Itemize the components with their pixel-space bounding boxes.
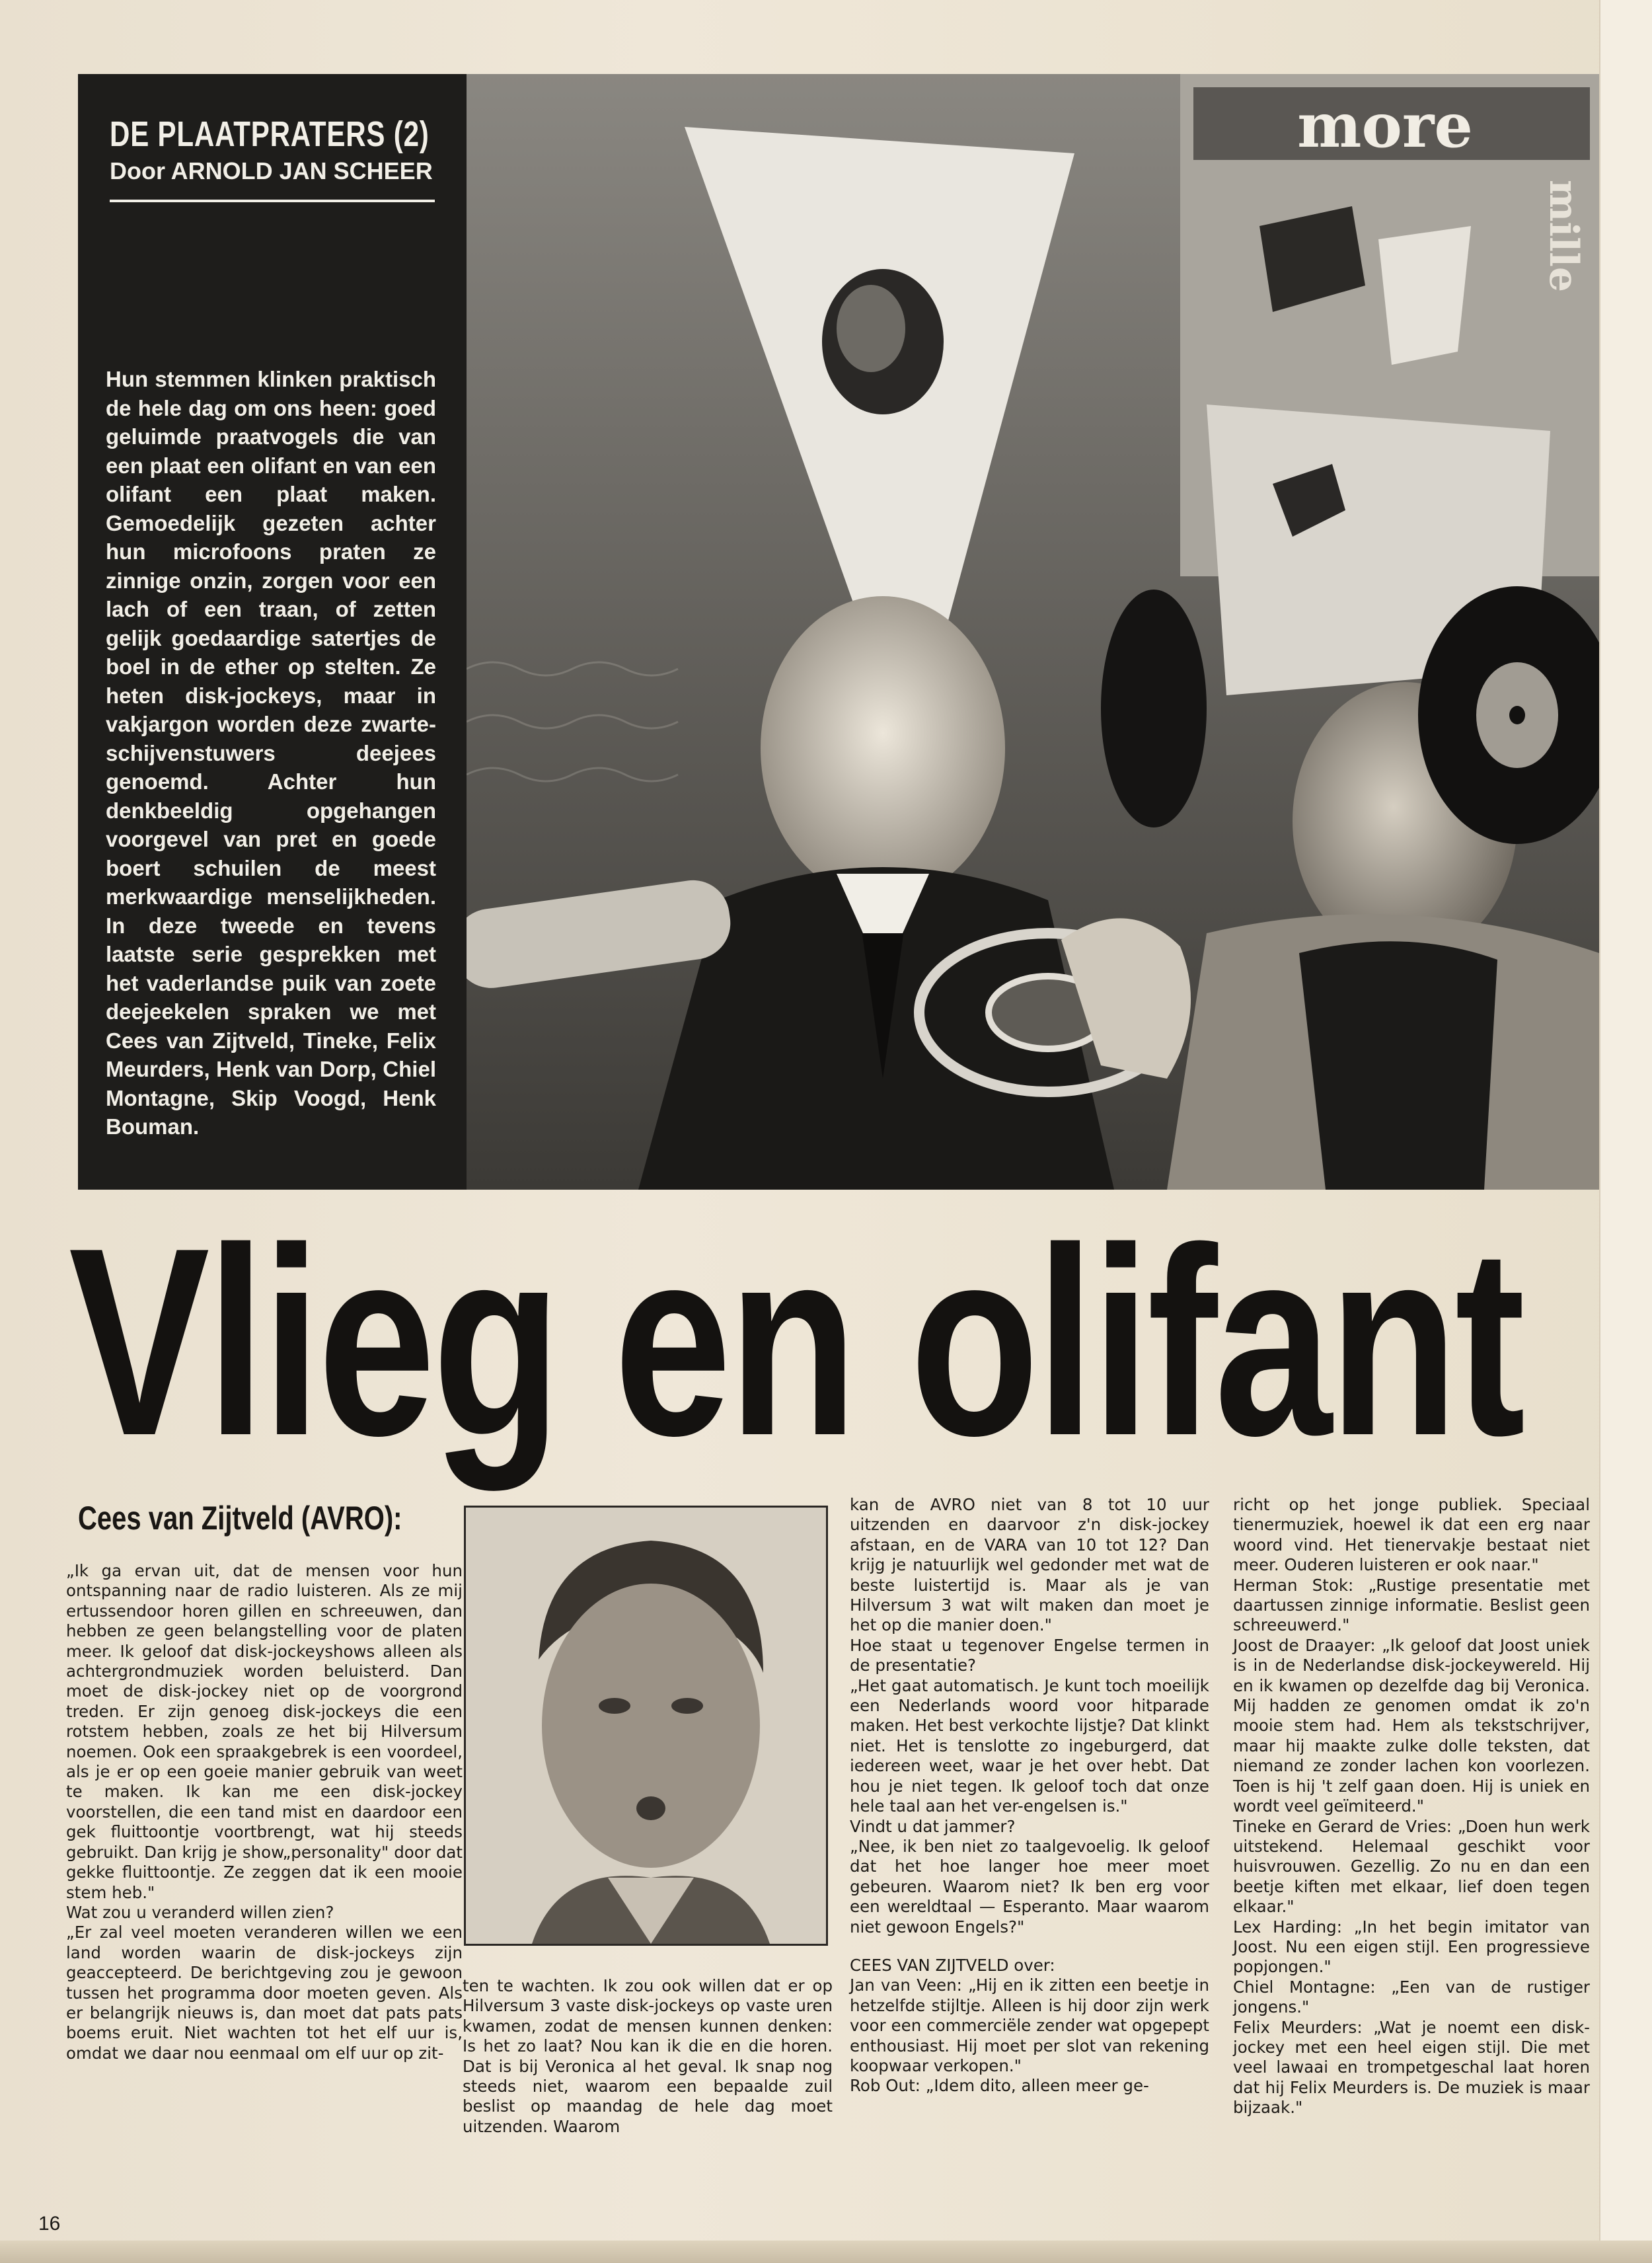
series-title: DE PLAATPRATERS (2) [110, 114, 430, 154]
paragraph: Felix Meurders: „Wat je noemt een disk-jockey met een heel eigen stijl. Die met veel lawaai en trompetgeschal laat horen dat hij Felix Meurders is. De muziek is maar bijzaak." [1233, 2017, 1590, 2118]
poster-text-side: mille [1540, 180, 1587, 293]
paragraph: richt op het jonge publiek. Speciaal tienermuziek, hoewel ik dat een erg naar woord vind. Het tienervakje bestaat niet meer. Ouderen luisteren er ook naar." [1233, 1495, 1590, 1575]
portrait-illustration [466, 1508, 826, 1944]
title-rule [110, 200, 435, 202]
article-column-2 [463, 1976, 833, 2137]
interview-subhead: Cees van Zijtveld (AVRO): [78, 1500, 402, 1537]
paragraph: Joost de Draayer: „Ik geloof dat Joost uniek is in de Nederlandse disk-jockeywereld. Hij en ik kwamen op dezelfde dag bij Veronica. Mij hadden ze genomen omdat ik zo'n mooie stem had. Hem als tekstschrijver, maar hij maakte zulke dolle teksten, dat niemand ze zonder lachen kon voorlezen. Toen is hij 't zelf gaan doen. Hij is uniek en wordt veel geïmiteerd." [1233, 1635, 1590, 1816]
photo-illustration [467, 74, 1599, 1190]
paragraph: Rob Out: „Idem dito, alleen meer ge- [850, 2076, 1149, 2096]
article-column-4 [1233, 1495, 1590, 2118]
paragraph: Chiel Montagne: „Een van de rustiger jongens." [1233, 1977, 1590, 2017]
byline: Door ARNOLD JAN SCHEER [110, 157, 433, 184]
page-bottom-edge [0, 2241, 1652, 2263]
intro-text: Hun stemmen klinken praktisch de hele dag om ons heen: goed geluimde praatvogels die van een plaat een olifant en van een olifant een plaat maken. Gemoedelijk gezeten achter hun microfoons praten ze zinnige onzin, zorgen voor een lach of een traan, of zetten gelijk goedaardige satertjes de boel in de ether op stelten. Ze heten disk-jockeys, maar in vakjargon worden deze zwarte-schijvenstuwers deejees genoemd. Achter hun denkbeeldig opgehangen voorgevel van pret en goede boert schuilen de meest merkwaardige menselijkheden. In deze tweede en tevens laatste serie gesprekken met het vaderlandse puik van zoete deejeekelen spraken we met Cees van Zijtveld, Tineke, Felix Meurders, Henk van Dorp, Chiel Montagne, Skip Voogd, Henk Bouman. [106, 367, 436, 1139]
question: Vindt u dat jammer? [850, 1816, 1016, 1836]
page-number: 16 [38, 2213, 61, 2235]
paragraph: ten te wachten. Ik zou ook willen dat er op Hilversum 3 vaste disk-jockeys op vaste uren kwamen, zodat de mensen kunnen denken: Is het zo laat? Nou kan ik die en die horen. Dat is bij Veronica al het geval. Ik snap nog steeds niet, waarom een bepaalde zuil beslist op maandag de hele dag moet uitzenden. Waarom [463, 1976, 833, 2136]
poster-text: more [1297, 90, 1473, 161]
portrait-photo [464, 1506, 828, 1946]
paragraph: Herman Stok: „Rustige presentatie met daartussen zinnige informatie. Beslist geen schreeuwerd." [1233, 1575, 1590, 1635]
page-edge [1599, 0, 1652, 2263]
paragraph: kan de AVRO niet van 8 tot 10 uur uitzenden en daarvoor z'n disk-jockey afstaan, en de VARA van 10 tot 12? Dan krijg je natuurlijk wel gedonder met wat de beste luistertijd is. Maar als je van Hilversum 3 wat wilt maken dan moet je het op die manier doen." [850, 1495, 1209, 1635]
section-heading: CEES VAN ZIJTVELD over: [850, 1955, 1055, 1975]
paragraph: „Er zal veel moeten veranderen willen we een land worden waarin de disk-jockeys zijn geaccepteerd. De berichtgeving zou je gewoon tussen het programma door moeten geven. Als er belangrijk nieuws is, dan moet dat pats pats boems eruit. Niet wachten tot het elf uur is, omdat we daar nou eenmaal om elf uur op zit- [66, 1923, 463, 2063]
question: Hoe staat u tegenover Engelse termen in de presentatie? [850, 1635, 1209, 1675]
paragraph: „Het gaat automatisch. Je kunt toch moeilijk een Nederlands woord voor hitparade maken. Het best verkochte lijstje? Dat klinkt niet. Het is tenslotte zo ingeburgerd, dat iedereen weet, waar je het over hebt. Dat hou je niet tegen. Ik geloof toch dat onze hele taal aan het ver-engelsen is." [850, 1675, 1209, 1816]
paragraph: „Ik ga ervan uit, dat de mensen voor hun ontspanning naar de radio luisteren. Als ze mij ertussendoor horen gillen en schreeuwen, dan hebben ze geen belangstelling voor de platen meer. Ik geloof dat disk-jockeyshows alleen als achtergrondmuziek worden beluisterd. Dan moet de disk-jockey niet op de voorgrond treden. Er zijn genoeg disk-jockeys die een rotstem hebben, zoals ze het bij Hilversum noemen. Ook een spraakgebrek is een voordeel, als je er op een goeie manier gebruik van weet te maken. Ik kan me een disk-jockey voorstellen, die een tand mist en daardoor een gek fluittoontje voortbrengt, wat hij steeds gebruikt. Dan krijg je show„personality" door dat gekke fluittoontje. Ze zeggen dat ik een mooie stem heb." [66, 1561, 463, 1902]
paragraph: „Nee, ik ben niet zo taalgevoelig. Ik geloof dat het hoe langer hoe meer moet gebeuren. Waarom niet? Ik ben erg voor een wereldtaal — Esperanto. Maar waarom niet gewoon Engels?" [850, 1836, 1209, 1937]
headline: Vlieg en olifant [69, 1192, 1522, 1491]
paragraph: Tineke en Gerard de Vries: „Doen hun werk uitstekend. Helemaal geschikt voor huisvrouwen. Gezellig. Zo nu en dan een beetje kiften met elkaar, lief doen tegen elkaar." [1233, 1816, 1590, 1917]
article-column-1 [66, 1561, 463, 2063]
paragraph: Lex Harding: „In het begin imitator van Joost. Nu een eigen stijl. Een progressieve popjongen." [1233, 1917, 1590, 1977]
spacer [850, 1937, 1209, 1956]
photo-disc-jockeys [467, 74, 1599, 1190]
intro-box [78, 74, 467, 1190]
paragraph: Jan van Veen: „Hij en ik zitten een beetje in hetzelfde stijltje. Alleen is hij door zijn werk voor een commerciële zender wat opgepept enthousiast. Hij moet per slot van rekening koopwaar verkopen." [850, 1975, 1209, 2075]
question: Wat zou u veranderd willen zien? [66, 1902, 334, 1922]
article-column-3 [850, 1495, 1209, 2096]
